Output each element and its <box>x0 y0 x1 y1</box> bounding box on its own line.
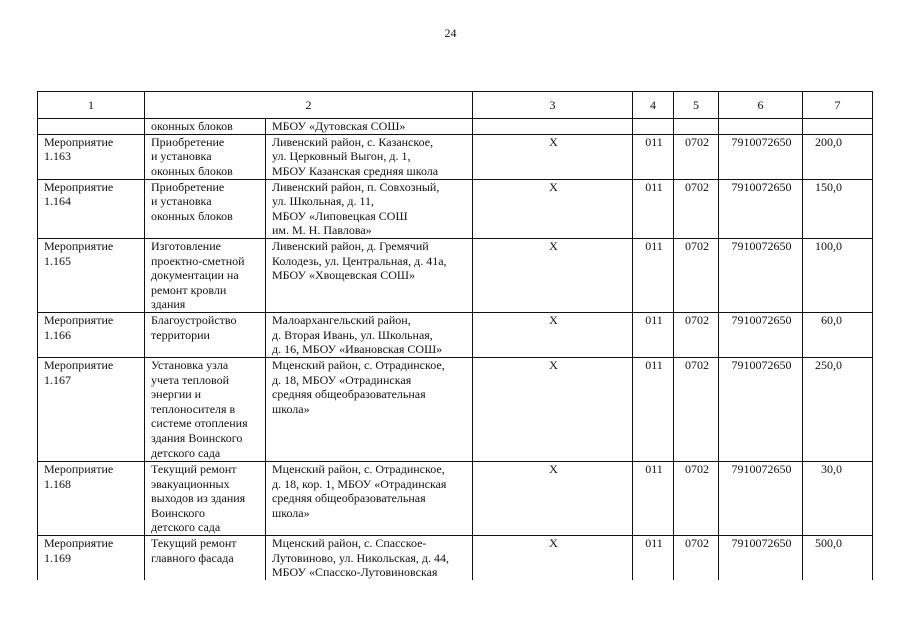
table-row <box>38 357 873 461</box>
measures-table <box>37 91 873 580</box>
id-cell: Мероприятие 1.168 <box>38 461 145 535</box>
location-cell: Ливенский район, п. Совхозный, ул. Школьная, д. 11, МБОУ «Липовецкая СОШ им. М. Н. Павлова» <box>266 179 473 238</box>
mark-cell: X <box>473 134 633 179</box>
location-cell: Мценский район, с. Спасское- Лутовиново, ул. Никольская, д. 44, МБОУ «Спасско-Лутовиновская <box>266 535 473 580</box>
column-header: 6 <box>719 92 803 119</box>
code2-cell: 0702 <box>674 312 719 357</box>
amount-cell: 60,0 <box>803 312 873 357</box>
table-row <box>38 238 873 312</box>
code3-cell: 7910072650 <box>719 134 803 179</box>
code1-cell: 011 <box>633 238 674 312</box>
id-cell: Мероприятие 1.166 <box>38 312 145 357</box>
code3-cell: 7910072650 <box>719 312 803 357</box>
name-cell: Приобретение и установка оконных блоков <box>145 134 266 179</box>
column-header: 2 <box>145 92 473 119</box>
amount-cell: 100,0 <box>803 238 873 312</box>
continuation-code1-cell <box>633 119 674 135</box>
id-cell: Мероприятие 1.165 <box>38 238 145 312</box>
mark-cell: X <box>473 357 633 461</box>
mark-cell: X <box>473 535 633 580</box>
table-row <box>38 535 873 580</box>
id-cell: Мероприятие 1.169 <box>38 535 145 580</box>
code2-cell: 0702 <box>674 535 719 580</box>
column-header: 3 <box>473 92 633 119</box>
amount-cell: 250,0 <box>803 357 873 461</box>
code3-cell: 7910072650 <box>719 357 803 461</box>
location-cell: Ливенский район, д. Гремячий Колодезь, ул. Центральная, д. 41а, МБОУ «Хвощевская СОШ» <box>266 238 473 312</box>
name-cell: Приобретение и установка оконных блоков <box>145 179 266 238</box>
continuation-name-cell: оконных блоков <box>145 119 266 135</box>
column-header: 5 <box>674 92 719 119</box>
name-cell: Установка узла учета тепловой энергии и теплоносителя в системе отопления здания Воинского детского сада <box>145 357 266 461</box>
code1-cell: 011 <box>633 179 674 238</box>
table-row <box>38 179 873 238</box>
code3-cell: 7910072650 <box>719 238 803 312</box>
id-cell: Мероприятие 1.167 <box>38 357 145 461</box>
continuation-code3-cell <box>719 119 803 135</box>
name-cell: Текущий ремонт эвакуационных выходов из здания Воинского детского сада <box>145 461 266 535</box>
code1-cell: 011 <box>633 461 674 535</box>
code2-cell: 0702 <box>674 179 719 238</box>
location-cell: Мценский район, с. Отрадинское, д. 18, кор. 1, МБОУ «Отрадинская средняя общеобразовательная школа» <box>266 461 473 535</box>
table-header-row <box>38 92 873 119</box>
continuation-location-cell: МБОУ «Дутовская СОШ» <box>266 119 473 135</box>
code3-cell: 7910072650 <box>719 179 803 238</box>
amount-cell: 500,0 <box>803 535 873 580</box>
mark-cell: X <box>473 312 633 357</box>
column-header: 7 <box>803 92 873 119</box>
code2-cell: 0702 <box>674 357 719 461</box>
column-header: 4 <box>633 92 674 119</box>
name-cell: Благоустройство территории <box>145 312 266 357</box>
location-cell: Мценский район, с. Отрадинское, д. 18, МБОУ «Отрадинская средняя общеобразовательная школа» <box>266 357 473 461</box>
code2-cell: 0702 <box>674 238 719 312</box>
name-cell: Изготовление проектно-сметной документации на ремонт кровли здания <box>145 238 266 312</box>
mark-cell: X <box>473 461 633 535</box>
continuation-row <box>38 119 873 135</box>
continuation-code2-cell <box>674 119 719 135</box>
code2-cell: 0702 <box>674 134 719 179</box>
continuation-mark-cell <box>473 119 633 135</box>
code1-cell: 011 <box>633 535 674 580</box>
mark-cell: X <box>473 238 633 312</box>
id-cell: Мероприятие 1.163 <box>38 134 145 179</box>
amount-cell: 200,0 <box>803 134 873 179</box>
table-row <box>38 312 873 357</box>
name-cell: Текущий ремонт главного фасада <box>145 535 266 580</box>
code3-cell: 7910072650 <box>719 461 803 535</box>
code1-cell: 011 <box>633 312 674 357</box>
code2-cell: 0702 <box>674 461 719 535</box>
continuation-amount-cell <box>803 119 873 135</box>
continuation-id-cell <box>38 119 145 135</box>
mark-cell: X <box>473 179 633 238</box>
id-cell: Мероприятие 1.164 <box>38 179 145 238</box>
location-cell: Ливенский район, с. Казанское, ул. Церковный Выгон, д. 1, МБОУ Казанская средняя школа <box>266 134 473 179</box>
table-row <box>38 461 873 535</box>
column-header: 1 <box>38 92 145 119</box>
code1-cell: 011 <box>633 134 674 179</box>
page-number: 24 <box>444 26 457 40</box>
amount-cell: 30,0 <box>803 461 873 535</box>
location-cell: Малоархангельский район, д. Вторая Ивань, ул. Школьная, д. 16, МБОУ «Ивановская СОШ» <box>266 312 473 357</box>
code3-cell: 7910072650 <box>719 535 803 580</box>
code1-cell: 011 <box>633 357 674 461</box>
table-row <box>38 134 873 179</box>
amount-cell: 150,0 <box>803 179 873 238</box>
